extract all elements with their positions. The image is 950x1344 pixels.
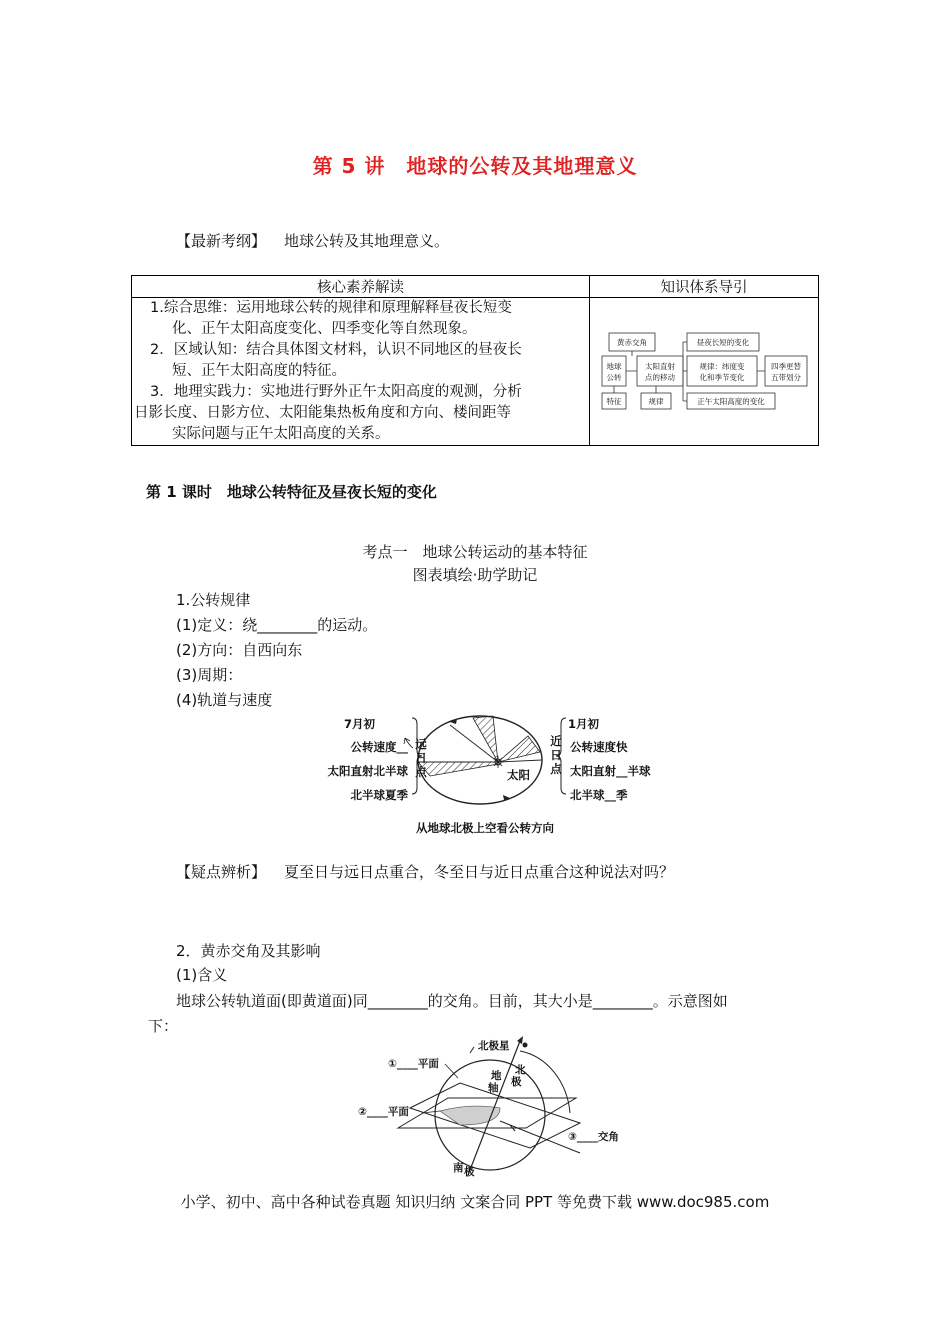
orbit-left-2: 公转速度__ [350,740,408,754]
orbit-right-1: 1月初 [568,717,600,731]
orbit-figure [300,712,670,840]
sector-top [473,716,498,762]
s1-period: (3)周期： [176,666,243,684]
node-h-label-2: 五带划分 [771,373,801,382]
page-title: 第 5 讲 地球的公转及其地理意义 [312,154,638,178]
footer: 小学、初中、高中各种试卷真题 知识归纳 文案合同 PPT 等免费下载 www.doc985.com [180,1193,770,1211]
point-subtitle: 图表填绘·助学助记 [412,566,538,584]
node-root-label: 地球 [606,362,622,371]
perihelion-label-3: 点 [550,762,562,776]
south-label-1: 南 [453,1162,464,1174]
node-c-label: 特征 [606,397,622,406]
s1-direction: (2)方向：自西向东 [176,641,303,659]
orbit-left-4: 北半球夏季 [350,788,408,802]
node-f-label: 规律：纬度变 [699,362,745,371]
literacy-line: 3．地理实践力：实地进行野外正午太阳高度的观测，分析 [150,384,522,400]
s2-sub: (1)含义 [176,966,228,984]
literacy-line: 1.综合思维：运用地球公转的规律和原理解释昼夜长短变 [150,300,512,316]
orbit-right-3: 太阳直射__半球 [570,764,651,778]
north-label-1: 北 [515,1064,526,1076]
polaris-label: 北极星 [478,1040,510,1052]
literacy-line: 化、正午太阳高度变化、四季变化等自然现象。 [172,321,477,337]
lesson-title: 第 1 课时 地球公转特征及昼夜长短的变化 [146,483,437,501]
sun-icon [492,756,504,768]
point-title: 考点一 地球公转运动的基本特征 [362,543,588,561]
orbit-caption: 从地球北极上空看公转方向 [416,821,554,835]
aphelion-label-3: 点 [415,765,427,779]
table-header-guide: 知识体系导引 [590,276,819,298]
node-f-label-2: 化和季节变化 [699,373,745,382]
perihelion-label-1: 近 [550,734,562,748]
s1-definition: (1)定义：绕________的运动。 [176,616,378,634]
doubt-label: 【疑点辨析】 [176,863,267,881]
s1-head: 1.公转规律 [176,591,251,609]
doubt-text: 夏至日与远日点重合，冬至日与近日点重合这种说法对吗？ [284,863,675,881]
orbit-left-1: 7月初 [343,717,375,731]
s2-line2: 下： [148,1017,179,1035]
sector-aphelion [418,762,498,776]
south-label-2: 极 [464,1166,475,1178]
node-d-label: 规律 [648,397,664,406]
node-a-label: 黄赤交角 [617,338,647,347]
syllabus-label: 【最新考纲】 [176,232,267,250]
tilt-figure [350,1033,680,1183]
aphelion-label-1: 远 [415,737,427,751]
node-b-label: 太阳直射 [645,362,675,371]
aphelion-label-2: 日 [415,751,427,765]
polaris-icon [523,1043,528,1048]
orbit-right-2: 公转速度快 [570,740,628,754]
table-header-literacy: 核心素养解读 [132,276,590,298]
syllabus [176,230,449,252]
tilt-label-3: ③____交角 [568,1131,619,1143]
core-table [131,275,819,446]
mindmap-diagram [590,298,818,432]
north-label-2: 极 [511,1076,522,1088]
literacy-cell [132,298,590,446]
s2-line1: 地球公转轨道面(即黄道面)同________的交角。目前，其大小是________。示意图如 [176,992,728,1010]
orbit-left-3: 太阳直射北半球 [327,764,408,778]
node-b-label-2: 点的移动 [645,373,675,382]
node-root-label-2: 公转 [606,373,622,382]
node-g-label: 正午太阳高度的变化 [697,397,765,406]
sector-right [498,736,540,762]
axis-label-2: 轴 [488,1082,499,1094]
s2-head: 2．黄赤交角及其影响 [176,942,321,960]
tilt-label-1: ①____平面 [388,1058,439,1070]
sun-label: 太阳 [507,768,530,782]
literacy-line: 实际问题与正午太阳高度的关系。 [172,426,390,442]
orbit-right-4: 北半球__季 [570,788,628,802]
node-e-label: 昼夜长短的变化 [696,338,750,347]
literacy-line: 日影长度、日影方位、太阳能集热板角度和方向、楼间距等 [134,405,511,421]
perihelion-label-2: 日 [550,748,562,762]
doubt [176,861,674,883]
mindmap-cell [590,298,819,446]
literacy-line: 短、正午太阳高度的特征。 [172,363,346,379]
axis-label-1: 地 [491,1070,502,1082]
syllabus-text: 地球公转及其地理意义。 [284,232,450,250]
tilt-label-2: ②____平面 [358,1106,409,1118]
s1-orbit: (4)轨道与速度 [176,691,273,709]
literacy-line: 2．区域认知：结合具体图文材料，认识不同地区的昼夜长 [150,342,522,358]
node-h-label: 四季更替 [771,362,801,371]
